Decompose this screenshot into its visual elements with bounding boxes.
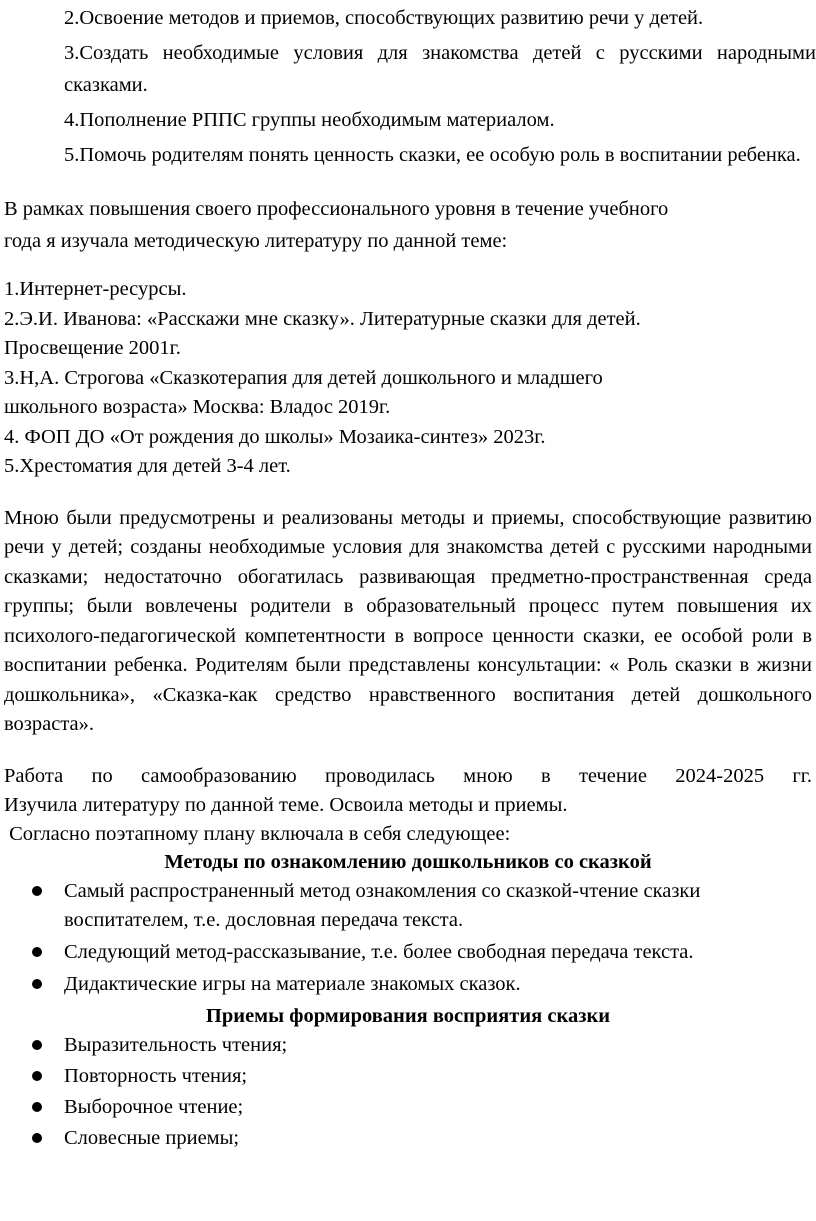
references-list — [4, 275, 816, 482]
summary-paragraph: Мною были предусмотрены и реализованы методы и приемы, способствующие развитию речи у детей; созданы необходимые условия для знакомства детей с русскими народными сказками; недостаточно обогатилась развивающая предметно-пространственная среда группы; были вовлечены родители в образовательный процесс путем повышения их психолого-педагогической компетентности в вопросе ценности сказки, ее особой роли в воспитании ребенка. Родителям были представлены консультации: « Роль сказки в жизни дошкольника», «Сказка-как средство нравственного воспитания детей дошкольного возраста». — [4, 506, 812, 735]
work-line: Согласно поэтапному плану включала в себя следующее: — [4, 822, 511, 845]
goal-item: 4.Пополнение РППС группы необходимым материалом. — [64, 109, 555, 131]
intro-line: года я изучала методическую литературу по данной теме: — [4, 229, 508, 252]
reference-line: 2.Э.И. Иванова: «Расскажи мне сказку». Литературные сказки для детей. — [4, 307, 641, 330]
bullet-icon — [32, 1071, 42, 1081]
list-item: Самый распространенный метод ознакомления со сказкой-чтение сказки воспитателем, т.е. дословная передача текста. — [4, 877, 754, 935]
goal-item: 2.Освоение методов и приемов, способствующих развитию речи у детей. — [64, 7, 704, 29]
goal-item: 5.Помочь родителям понять ценность сказки, ее особую роль в воспитании ребенка. — [64, 144, 801, 166]
reference-line: 5.Хрестоматия для детей 3-4 лет. — [4, 455, 291, 477]
reference-line: 4. ФОП ДО «От рождения до школы» Мозаика-синтез» 2023г. — [4, 425, 546, 448]
goal-item: 3.Создать необходимые условия для знакомства детей с русскими народными сказками. — [64, 42, 816, 96]
work-paragraph — [4, 762, 816, 849]
list-item: Повторность чтения; — [4, 1062, 754, 1091]
methods-heading: Методы по ознакомлению дошкольников со сказкой — [164, 851, 652, 873]
bullet-icon — [32, 1040, 42, 1050]
techniques-heading: Приемы формирования восприятия сказки — [205, 1005, 611, 1027]
reference-line: Просвещение 2001г. — [4, 337, 181, 359]
list-item: Выразительность чтения; — [4, 1031, 754, 1060]
methods-list — [4, 877, 816, 999]
list-item: Выборочное чтение; — [4, 1093, 754, 1122]
intro-line: В рамках повышения своего профессионального уровня в течение учебного — [4, 198, 669, 220]
bullet-icon — [32, 947, 42, 957]
list-item: Следующий метод-рассказывание, т.е. более свободная передача текста. — [4, 938, 754, 967]
reference-line: 1.Интернет-ресурсы. — [4, 278, 187, 300]
list-item: Дидактические игры на материале знакомых сказок. — [4, 970, 754, 999]
list-item: Словесные приемы; — [4, 1124, 754, 1153]
techniques-list — [4, 1031, 816, 1153]
goals-list — [64, 2, 816, 171]
bullet-icon — [32, 886, 42, 896]
reference-line: школьного возраста» Москва: Владос 2019г. — [4, 396, 391, 418]
intro-paragraph — [4, 194, 816, 257]
bullet-icon — [32, 1102, 42, 1112]
bullet-icon — [32, 1133, 42, 1143]
work-line: Работа по самообразованию проводилась мною в течение 2024-2025 гг. — [4, 764, 812, 787]
bullet-icon — [32, 979, 42, 989]
reference-line: 3.Н,А. Строгова «Сказкотерапия для детей дошкольного и младшего — [4, 366, 603, 389]
work-line: Изучила литературу по данной теме. Освоила методы и приемы. — [4, 794, 568, 816]
